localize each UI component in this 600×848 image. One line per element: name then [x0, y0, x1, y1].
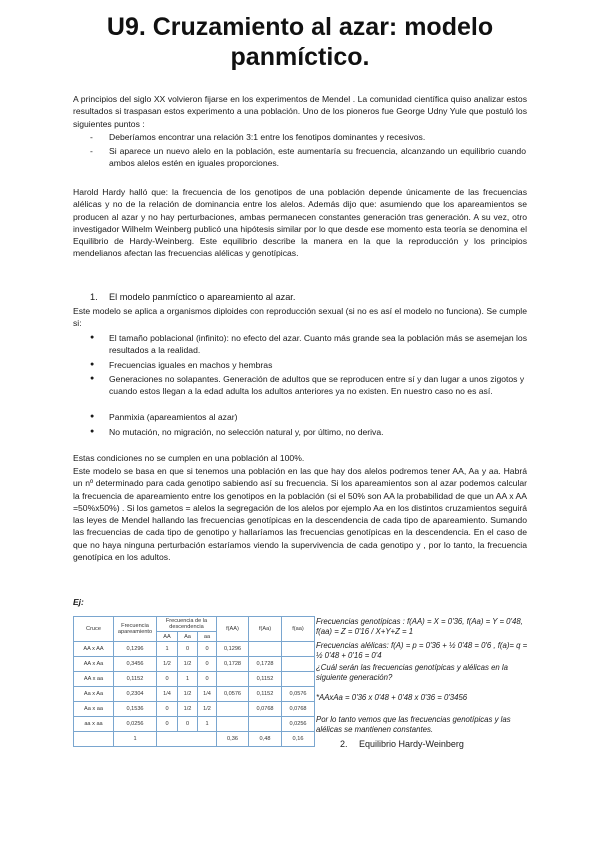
cell-cross: AA x Aa — [74, 657, 114, 672]
cell-d3: 1/2 — [198, 702, 217, 717]
col-header-faa: f(aa) — [282, 617, 315, 642]
table-row — [74, 657, 315, 672]
bullet-text: Generaciones no solapantes. Generación de adultos que se reproducen entre sí y dan lugar a unos zigotos y cuando estos llegan a la edad adulta los adultos anteriores ya no existen. En nuestro caso no es así. — [109, 374, 525, 397]
section1-heading: El modelo panmíctico o apareamiento al azar. — [109, 292, 296, 302]
cell-d2: 1 — [178, 672, 198, 687]
hardy-paragraph: Harold Hardy halló que: la frecuencia de los genotipos de una población depende únicamente de las frecuencias alélicas y no de la relación de dominancia entre los alelos. Además dijo que: asumiendo que los apareamientos se producen al azar y no hay perturbaciones, ambas permanecen constantes generación tras generación. A su vez, otro investigador Wilhelm Weinberg publicó una hipótesis similar por lo que desde ese momento esta teoría se denomina el Equilibrio de Hardy-Weinberg. Este equilibrio describe la manera en la que la reproducción y los principios mendelianos afectan las frecuencias alélicas y genotípicas. — [73, 187, 527, 259]
section2-number: 2. — [340, 739, 348, 749]
cell-d1: 1/2 — [157, 657, 178, 672]
bullet-text: Panmixia (apareamientos al azar) — [109, 412, 238, 422]
bullet-text: Frecuencias iguales en machos y hembras — [109, 360, 273, 370]
cell-faa — [282, 657, 315, 672]
cell-d2: 0 — [178, 642, 198, 657]
bullet-item — [90, 332, 527, 356]
model-paragraph: Este modelo se basa en que si tenemos una población en las que hay dos alelos podremos tener AA, Aa y aa. Habrá un nº determinado para cada genotipo sabiendo así su frecuencia. Si los apareamientos son al azar podemos calcular la frecuencia de apareamiento entre los genotipos en la población (si el 50% son AA la probabilidad de que un AA x AA =50%x50%) . Si los gametos = alelos la segregación de los alelos por ejemplo Aa en los distintos cruzamientos seguirá las leyes de Mendel hallando las frecuencias genotípicas en la descendencia de cada tipo de apareamiento. Sumando las frecuencias de cada tipo de genotipo y hallaríamos las frecuencias genotípicas en la descendencia. En el caso de que no haya ninguna perturbación estaríamos viendo la supervivencia de cada genotipo y , por lo tanto, la frecuencia genotípica en los adultos. — [73, 466, 527, 563]
cell-d1: 1/4 — [157, 687, 178, 702]
cell-fAa — [249, 642, 282, 657]
cell-d3: 0 — [198, 642, 217, 657]
section1-paragraph: Este modelo se aplica a organismos diploides con reproducción sexual (si no es así el modelo no funciona). Se cumple si: — [73, 306, 527, 329]
cell-fAa: 0,0768 — [249, 702, 282, 717]
cell-cross: AA x aa — [74, 672, 114, 687]
col-header-AA: AA — [157, 632, 178, 642]
col-header-mating-freq: Frecuencia apareamiento — [114, 617, 157, 642]
dash-item-text: Deberíamos encontrar una relación 3:1 entre los fenotipos dominantes y recesivos. — [109, 132, 426, 142]
cell-fAA — [217, 717, 249, 732]
cell-d1: 1 — [157, 642, 178, 657]
cell-fAA: 0,1728 — [217, 657, 249, 672]
cell-fAA: 0,1296 — [217, 642, 249, 657]
cell-faa: 0,0576 — [282, 687, 315, 702]
cell-fAa: 0,1152 — [249, 672, 282, 687]
table-row — [74, 702, 315, 717]
bullet-text: No mutación, no migración, no selección natural y, por último, no deriva. — [109, 427, 384, 437]
cell-cross: Aa x aa — [74, 702, 114, 717]
dash-item-text: Si aparece un nuevo alelo en la población, este aumentaría su frecuencia, alcanzando un equilibrio cuando ambos alelos estén en iguales proporciones. — [109, 146, 526, 169]
cell-d3: 0 — [198, 672, 217, 687]
col-header-Aa: Aa — [178, 632, 198, 642]
cell-d2: 1/2 — [178, 657, 198, 672]
dash-marker: - — [90, 132, 93, 142]
cell-d3: 1 — [198, 717, 217, 732]
table-row — [74, 672, 315, 687]
cell-freq: 0,1296 — [114, 642, 157, 657]
bullet-item — [90, 426, 527, 438]
allelic-frequencies-note: Frecuencias alélicas: f(A) = p = 0'36 + ½ 0'48 = 0'6 , f(a)= q = ½ 0'48 + 0'16 = 0'4 — [316, 641, 528, 660]
col-header-fAA: f(AA) — [217, 617, 249, 642]
cell-d3: 0 — [198, 657, 217, 672]
cell-d2: 0 — [178, 717, 198, 732]
cell-d1: 0 — [157, 717, 178, 732]
total-fAa: 0,48 — [249, 732, 282, 747]
cell-faa — [282, 672, 315, 687]
example-label: Ej: — [73, 597, 84, 607]
bullet-marker: ● — [90, 361, 95, 368]
cell-freq: 0,3456 — [114, 657, 157, 672]
bullet-marker: ● — [90, 334, 95, 341]
cell-fAa — [249, 717, 282, 732]
bullet-item — [90, 411, 527, 423]
bullet-item — [90, 359, 527, 371]
total-faa: 0,16 — [282, 732, 315, 747]
cell-freq: 0,1152 — [114, 672, 157, 687]
section1-number: 1. — [90, 292, 98, 302]
cell-cross: aa x aa — [74, 717, 114, 732]
cell-freq: 0,1536 — [114, 702, 157, 717]
cell-fAA — [217, 702, 249, 717]
bullet-text: El tamaño poblacional (infinito): no efecto del azar. Cuanto más grande sea la población más se asemejan los resultados a la realidad. — [109, 333, 527, 356]
cell-fAa: 0,1728 — [249, 657, 282, 672]
conclusion-note: Por lo tanto vemos que las frecuencias genotípicas y las alélicas se mantienen constantes. — [316, 715, 511, 734]
col-header-fAa: f(Aa) — [249, 617, 282, 642]
total-fAA: 0,36 — [217, 732, 249, 747]
cell-d2: 1/2 — [178, 702, 198, 717]
col-header-offspring: Frecuencia de la descendencia — [157, 617, 217, 632]
col-header-aa: aa — [198, 632, 217, 642]
dash-marker: - — [90, 146, 93, 156]
genotypic-frequencies-note: Frecuencias genotípicas : f(AA) = X = 0'36, f(Aa) = Y = 0'48, f(aa) = Z = 0'16 / X+Y+Z = 1 — [316, 617, 523, 636]
col-header-cross: Cruce — [74, 617, 114, 642]
cell-d1: 0 — [157, 672, 178, 687]
cell-fAa: 0,1152 — [249, 687, 282, 702]
table-row — [74, 642, 315, 657]
cell-d1: 0 — [157, 702, 178, 717]
total-freq: 1 — [114, 732, 157, 747]
section2-heading: Equilibrio Hardy-Weinberg — [359, 739, 464, 749]
cell-freq: 0,0256 — [114, 717, 157, 732]
mating-calculation: *AAxAa = 0'36 x 0'48 + 0'48 x 0'36 = 0'3456 — [316, 693, 468, 702]
table-row — [74, 717, 315, 732]
crosses-table — [73, 616, 315, 747]
cell-d3: 1/4 — [198, 687, 217, 702]
cell-faa: 0,0768 — [282, 702, 315, 717]
cell-cross: AA x AA — [74, 642, 114, 657]
cell-faa: 0,0256 — [282, 717, 315, 732]
table-total-row — [74, 732, 315, 747]
cell-fAA: 0,0576 — [217, 687, 249, 702]
cell-fAA — [217, 672, 249, 687]
bullet-marker: ● — [90, 413, 95, 420]
cell-freq: 0,2304 — [114, 687, 157, 702]
conditions-note: Estas condiciones no se cumplen en una población al 100%. — [73, 453, 305, 463]
bullet-marker: ● — [90, 428, 95, 435]
page-title: U9. Cruzamiento al azar: modelo panmíctico. — [106, 13, 494, 71]
dash-item — [90, 131, 527, 145]
intro-paragraph: A principios del siglo XX volvieron fijarse en los experimentos de Mendel . La comunidad científica quiso analizar estos resultados si traspasan estos experimento a una población. Uno de los pioneros fue George Udny Yule que postuló los siguientes puntos : — [73, 94, 527, 129]
table-row — [74, 687, 315, 702]
next-generation-question: ¿Cuál serán las frecuencias genotípicas y alélicas en la siguiente generación? — [316, 663, 508, 682]
dash-item — [90, 145, 527, 173]
cell-d2: 1/2 — [178, 687, 198, 702]
cell-cross: Aa x Aa — [74, 687, 114, 702]
bullet-marker: ● — [90, 375, 95, 382]
bullet-item — [90, 373, 527, 410]
cell-faa — [282, 642, 315, 657]
